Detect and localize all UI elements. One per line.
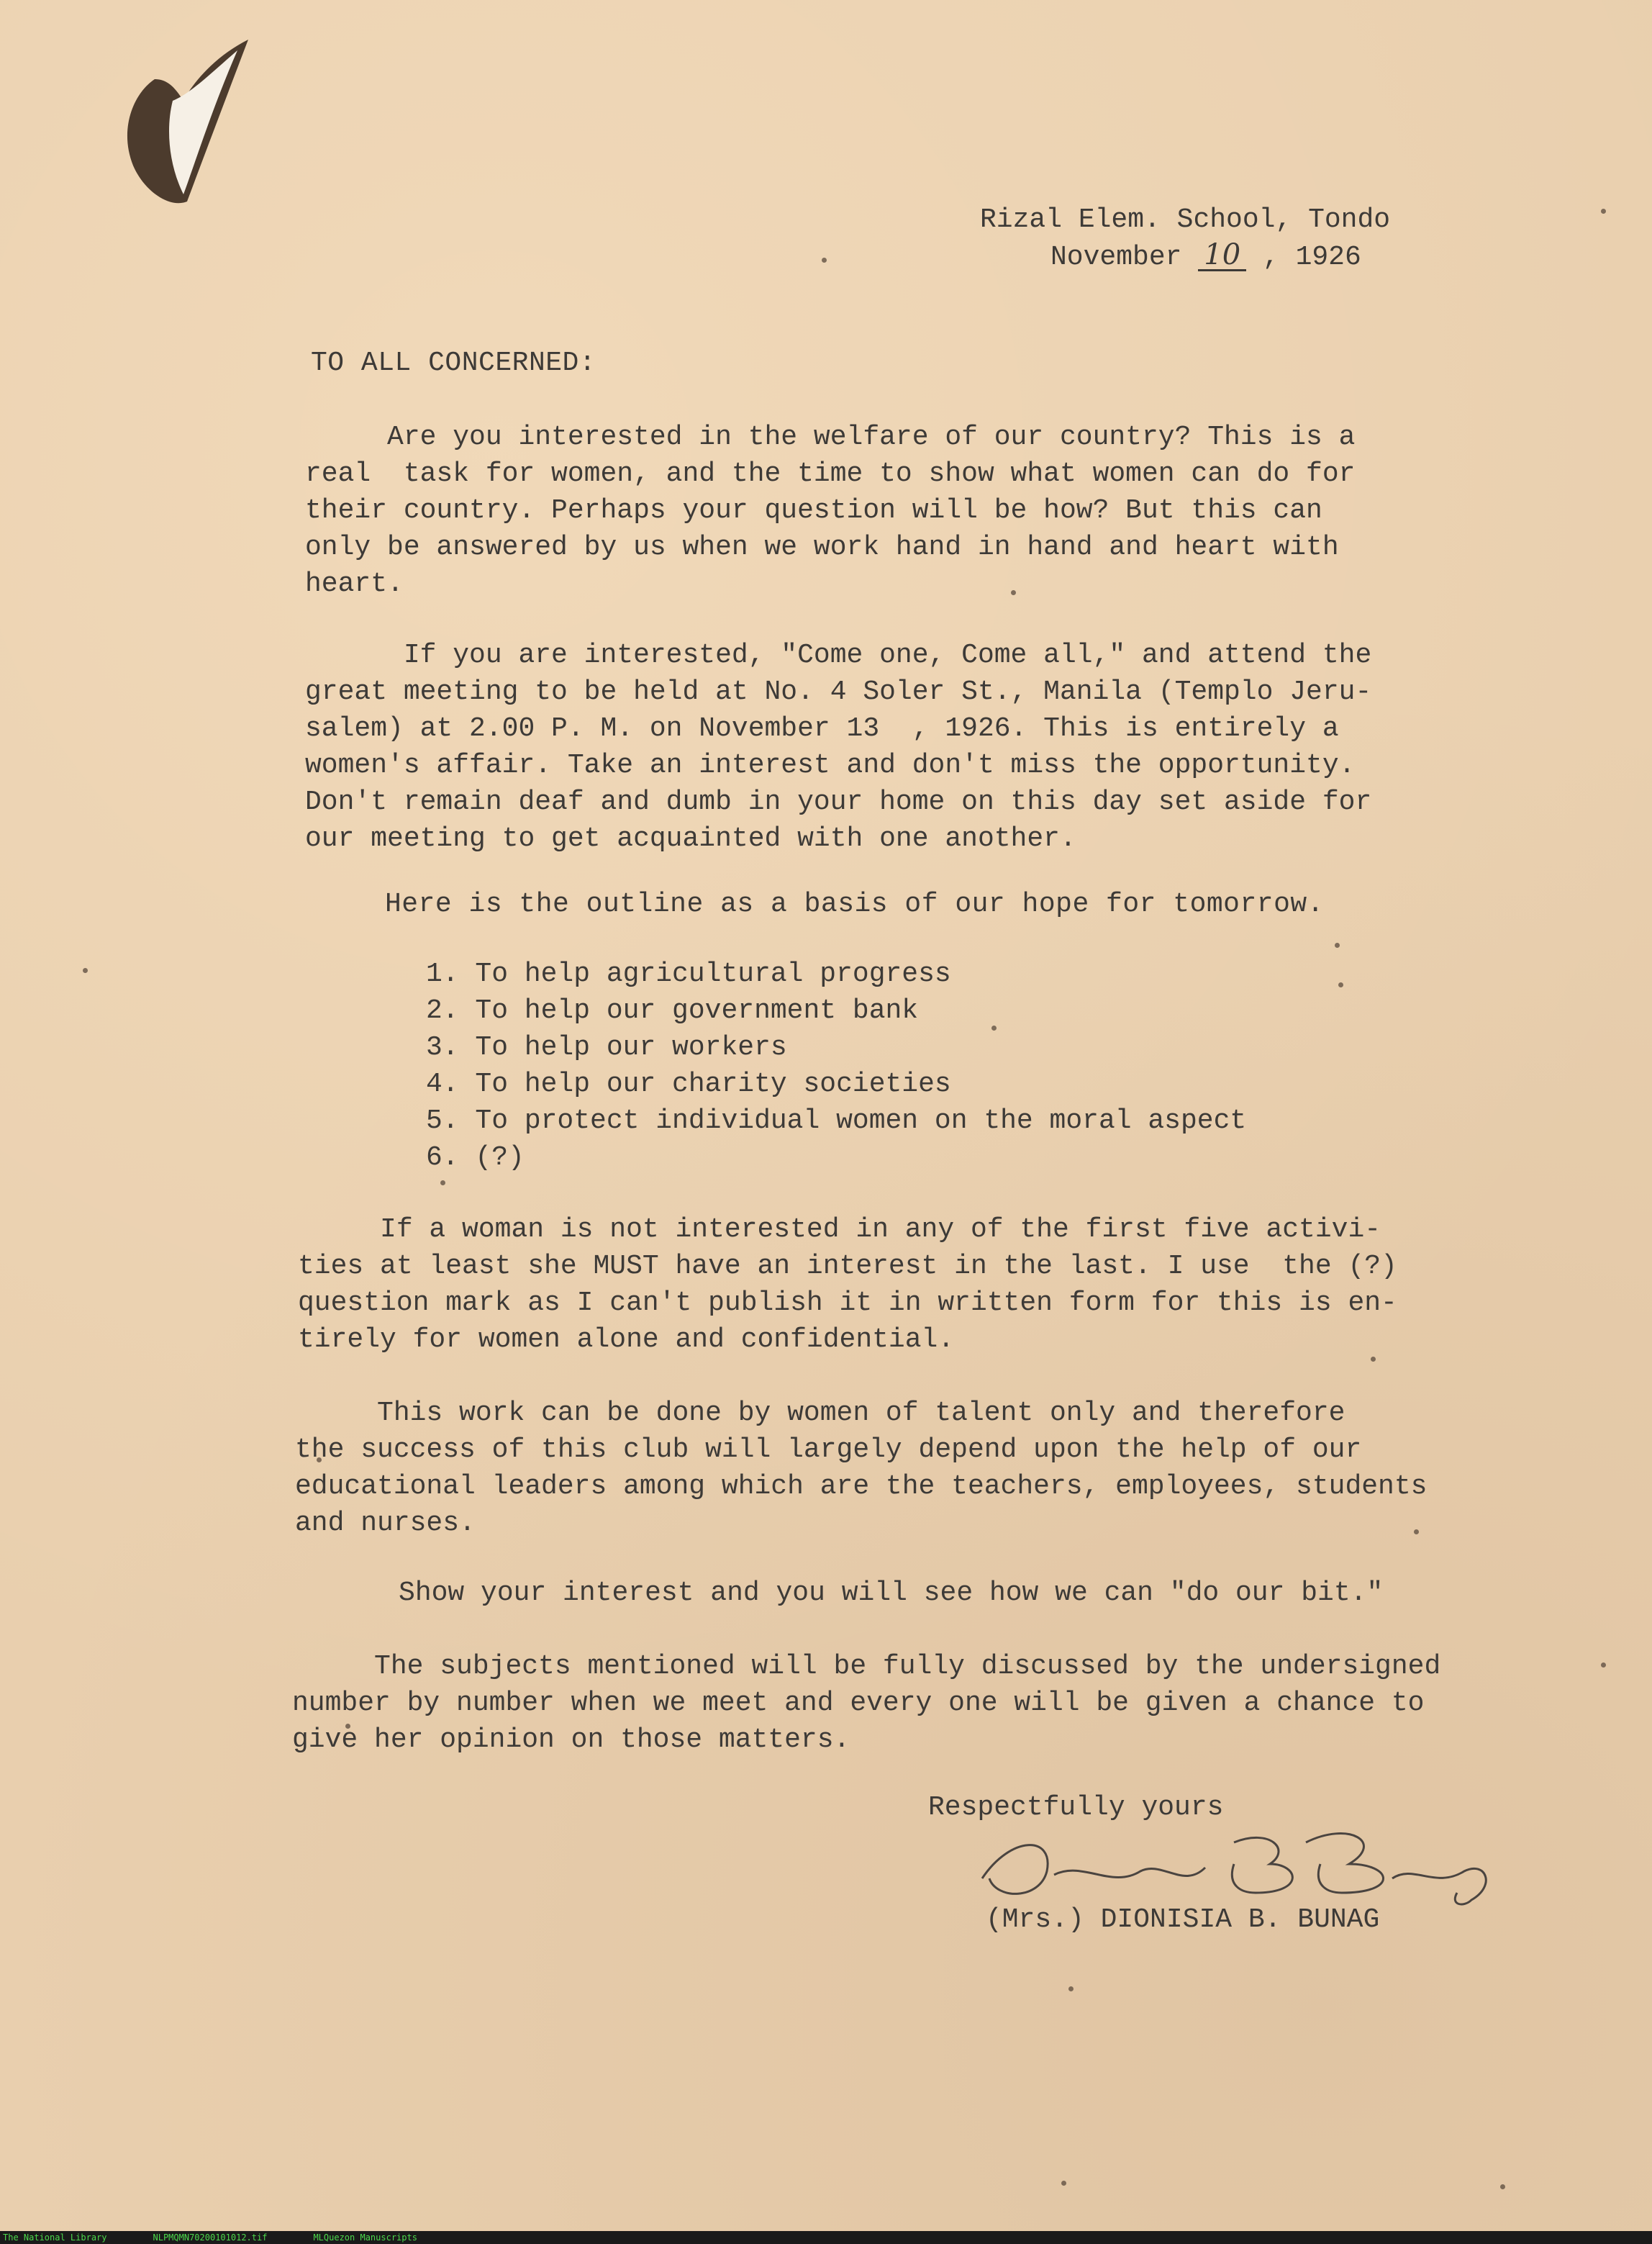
- ink-speck: [1061, 2181, 1066, 2186]
- text-line: educational leaders among which are the teachers, employees, students: [295, 1471, 1428, 1502]
- text-line: the success of this club will largely depend upon the help of our: [295, 1434, 1362, 1465]
- text-line: our meeting to get acquainted with one another.: [305, 823, 1076, 854]
- closing: Respectfully yours: [928, 1792, 1224, 1823]
- handwritten-signature: [968, 1821, 1515, 1914]
- paragraph-subjects: [292, 1648, 1440, 1758]
- text-line: tirely for women alone and confidential.: [298, 1324, 955, 1355]
- ink-speck: [1068, 1986, 1074, 1991]
- paragraph-interest: [298, 1211, 1397, 1358]
- text-line: question mark as I can't publish it in written form for this is en-: [298, 1288, 1397, 1318]
- school-name: Rizal Elem. School, Tondo: [980, 204, 1391, 235]
- footer-file: NLPMQMN70200101012.tif: [153, 2232, 268, 2243]
- text-line: heart.: [305, 569, 404, 600]
- salutation: TO ALL CONCERNED:: [311, 348, 596, 379]
- outline-item: 3. To help our workers: [426, 1032, 787, 1063]
- text-line: and nurses.: [295, 1508, 476, 1539]
- date-year: , 1926: [1262, 242, 1361, 273]
- letterhead: [980, 202, 1390, 276]
- text-line: This work can be done by women of talent only and therefore: [295, 1398, 1345, 1429]
- burn-hole-damage: [104, 29, 263, 216]
- text-line: If a woman is not interested in any of the first five activi-: [298, 1214, 1381, 1245]
- outline-intro: Here is the outline as a basis of our hope for tomorrow.: [385, 889, 1325, 920]
- ink-speck: [1601, 1662, 1606, 1668]
- text-line: their country. Perhaps your question will be how? But this can: [305, 495, 1322, 526]
- text-line: great meeting to be held at No. 4 Soler St., Manila (Templo Jeru-: [305, 677, 1372, 707]
- ink-speck: [1500, 2184, 1505, 2189]
- outline-item: 4. To help our charity societies: [426, 1069, 951, 1100]
- date-day-handwritten: 10: [1198, 240, 1246, 271]
- text-line: The subjects mentioned will be fully discussed by the undersigned: [292, 1651, 1441, 1682]
- paragraph-talent: [295, 1395, 1427, 1542]
- text-line: Are you interested in the welfare of our country? This is a: [305, 422, 1356, 453]
- letter-date: [1050, 239, 1390, 276]
- footer-library: The National Library: [3, 2232, 107, 2243]
- text-line: ties at least she MUST have an interest in the last. I use the (?): [298, 1251, 1397, 1282]
- ink-speck: [1335, 943, 1340, 948]
- ink-speck: [1601, 209, 1606, 214]
- text-line: salem) at 2.00 P. M. on November 13 , 1926. This is entirely a: [305, 713, 1339, 744]
- paragraph-show-interest: Show your interest and you will see how we can "do our bit.": [317, 1578, 1384, 1609]
- outline-list: [426, 956, 1246, 1176]
- ink-speck: [83, 968, 88, 973]
- text-line: real task for women, and the time to show what women can do for: [305, 458, 1356, 489]
- outline-item: 5. To protect individual women on the moral aspect: [426, 1105, 1247, 1136]
- signer-name: (Mrs.) DIONISIA B. BUNAG: [986, 1904, 1380, 1935]
- paragraph-meeting: [305, 637, 1371, 857]
- outline-item: 2. To help our government bank: [426, 995, 919, 1026]
- text-line: number by number when we meet and every one will be given a chance to: [292, 1688, 1425, 1719]
- text-line: only be answered by us when we work hand in hand and heart with: [305, 532, 1339, 563]
- outline-item: 6. (?): [426, 1142, 525, 1173]
- text-line: women's affair. Take an interest and don't miss the opportunity.: [305, 750, 1356, 781]
- text-line: Don't remain deaf and dumb in your home on this day set aside for: [305, 787, 1372, 818]
- date-month: November: [1050, 242, 1182, 273]
- ink-speck: [440, 1180, 445, 1185]
- ink-speck: [1338, 982, 1343, 987]
- text-line: give her opinion on those matters.: [292, 1724, 850, 1755]
- footer-collection: MLQuezon Manuscripts: [313, 2232, 417, 2243]
- ink-speck: [822, 258, 827, 263]
- paragraph-welfare: [305, 419, 1355, 602]
- outline-item: 1. To help agricultural progress: [426, 959, 951, 990]
- archive-footer: [0, 2231, 1652, 2244]
- text-line: If you are interested, "Come one, Come all," and attend the: [305, 640, 1372, 671]
